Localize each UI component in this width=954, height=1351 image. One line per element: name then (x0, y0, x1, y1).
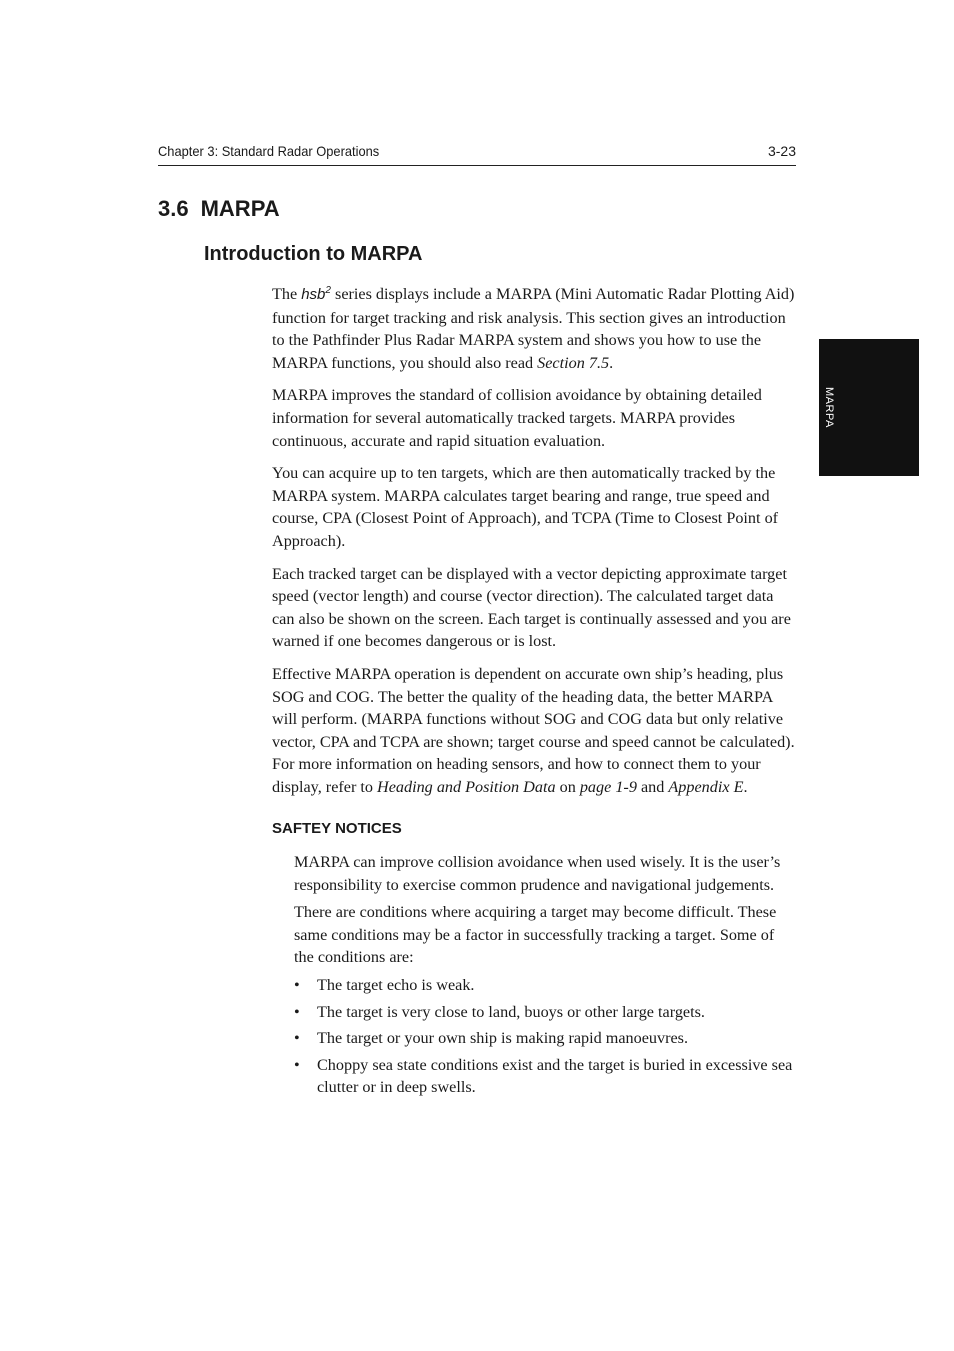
safety-paragraph-1: MARPA can improve collision avoidance when used wisely. It is the user’s responsibility to exercise common prudence and navigational judgements. (294, 853, 781, 894)
safety-paragraph-2: There are conditions where acquiring a target may become difficult. These same conditions may be a factor in successfully tracking a target. Some of the conditions are: (294, 903, 777, 967)
bullet-icon: • (294, 976, 300, 995)
text-run: Effective MARPA operation is dependent on accurate own ship’s heading, plus SOG and COG. The better the quality of the heading data, the better MARPA will perform. (MARPA functions without SOG and COG data but only relative vector, CPA and TCPA are shown; target course and speed cannot be calculated). For more information on heading sensors, and how to connect them to your display, refer to (272, 664, 795, 796)
list-item (294, 1027, 796, 1050)
list-item-text: The target echo is weak. (317, 976, 475, 995)
text-run: . (743, 777, 748, 796)
product-name (301, 286, 331, 303)
safety-heading: SAFTEY NOTICES (272, 820, 402, 838)
section-number: 3.6 (158, 196, 189, 221)
text-run: series displays include a MARPA (Mini Automatic Radar Plotting Aid) function for target tracking and risk analysis. This section gives an introduction to the Pathfinder Plus Radar MARPA system and shows you how to use the MARPA functions, you should also read (272, 285, 795, 372)
text-run: and (636, 777, 669, 796)
page-header (158, 141, 796, 166)
safety-notices (294, 851, 796, 1099)
list-item-text: The target is very close to land, buoys or other large targets. (317, 1002, 705, 1021)
bullet-icon: • (294, 1002, 300, 1021)
text-run: . (609, 353, 614, 372)
body-text (272, 280, 796, 1103)
list-item (294, 1001, 796, 1024)
list-item-text: Choppy sea state conditions exist and the target is buried in excessive sea clutter or in deep swells. (317, 1055, 793, 1097)
chapter-title: Chapter 3: Standard Radar Operations (158, 143, 380, 159)
text-run: on (555, 777, 580, 796)
product-name-text: hsb (301, 286, 326, 303)
bullet-icon: • (294, 1055, 300, 1074)
side-tab (819, 339, 919, 476)
subsection-heading: Introduction to MARPA (204, 243, 423, 265)
paragraph-3: You can acquire up to ten targets, which are then automatically tracked by the MARPA system. MARPA calculates target bearing and range, true speed and course, CPA (Closest Point of Approach), and TCPA (Time to Closest Point of Approach). (272, 464, 779, 550)
paragraph-5 (272, 663, 796, 799)
conditions-list (294, 974, 796, 1099)
page-number: 3-23 (767, 143, 796, 159)
section-reference: Section 7.5 (537, 353, 610, 372)
bullet-icon: • (294, 1029, 300, 1048)
appendix-reference: Appendix E (668, 777, 744, 796)
cross-reference: Heading and Position Data (377, 777, 556, 796)
text-run: The (272, 285, 302, 303)
list-item (294, 1054, 796, 1099)
paragraph-2: MARPA improves the standard of collision avoidance by obtaining detailed information for several automatically tracked targets. MARPA provides continuous, accurate and rapid situation evaluation. (272, 386, 762, 450)
list-item-text: The target or your own ship is making rapid manoeuvres. (317, 1029, 689, 1048)
paragraph-1 (272, 280, 796, 374)
section-title: MARPA (200, 196, 280, 221)
side-tab-label: MARPA (823, 387, 835, 428)
page-reference: page 1-9 (579, 777, 637, 796)
product-name-superscript: 2 (325, 285, 331, 296)
paragraph-4: Each tracked target can be displayed with a vector depicting approximate target speed (vector length) and course (vector direction). The calculated target data can also be shown on the screen. Each target is continually assessed and you are warned if one becomes dangerous or is lost. (272, 564, 791, 651)
list-item (294, 974, 796, 997)
section-heading (158, 196, 280, 222)
